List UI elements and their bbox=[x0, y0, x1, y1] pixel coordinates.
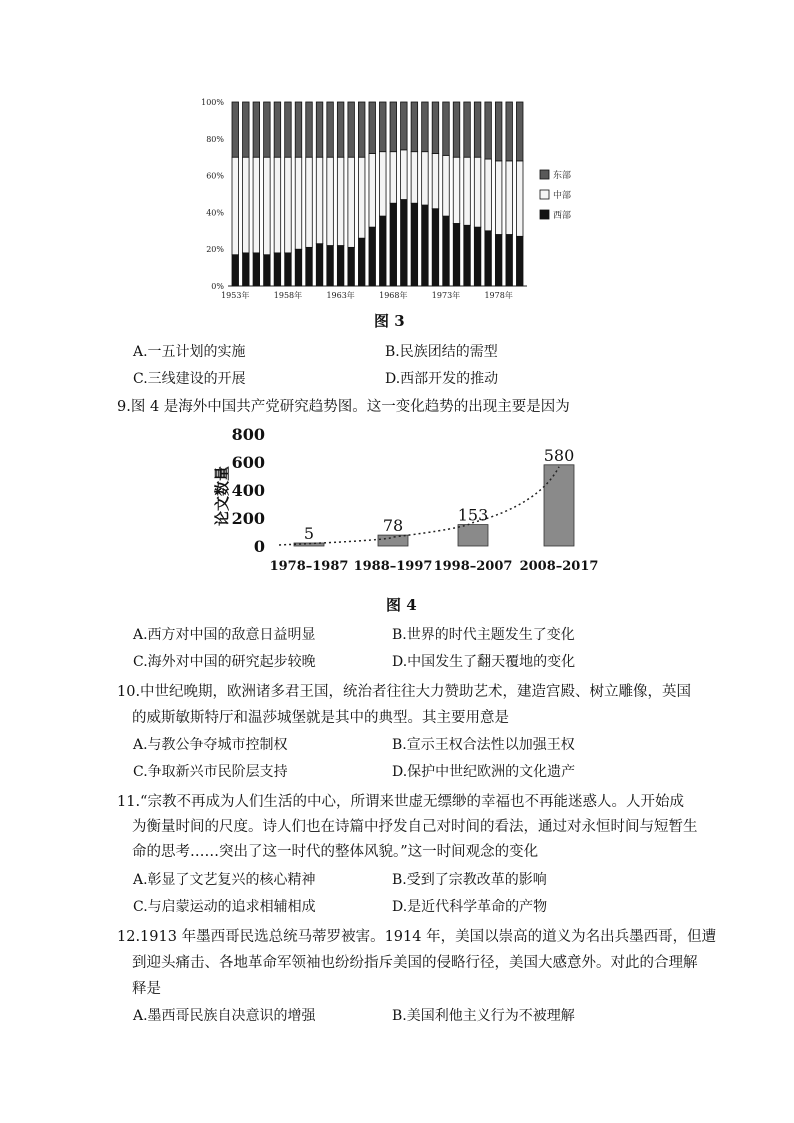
figure-4-x-tick-label: 1998–2007 bbox=[433, 559, 513, 574]
figure-3-bar-segment bbox=[401, 200, 408, 286]
figure-3-x-tick-label: 1953年 bbox=[221, 291, 250, 300]
figure-3-bar-segment bbox=[316, 102, 323, 157]
figure-3-bar-segment bbox=[485, 102, 492, 159]
figure-4-bar bbox=[544, 465, 574, 546]
figure-3-bar-segment bbox=[253, 253, 260, 286]
figure-3-bar-segment bbox=[464, 225, 471, 286]
figure-3-bar-segment bbox=[285, 157, 292, 253]
q11-stem-line1: 11.“宗教不再成为人们生活的中心，所谓来世虚无缥缈的幸福也不再能迷惑人。人开始成 bbox=[117, 794, 684, 810]
figure-3-y-tick-label: 20% bbox=[206, 245, 224, 255]
figure-3-y-tick-label: 80% bbox=[206, 134, 224, 144]
figure-3-bar-segment bbox=[485, 231, 492, 286]
figure-3-bar-segment bbox=[390, 152, 397, 204]
figure-3-y-tick-label: 60% bbox=[206, 171, 224, 181]
figure-3-legend-label: 中部 bbox=[553, 191, 572, 201]
figure-3-bar-segment bbox=[380, 152, 387, 216]
figure-4-y-tick-label: 600 bbox=[231, 453, 265, 472]
figure-3-bar-segment bbox=[306, 247, 313, 286]
q11-option-c[interactable]: C.与启蒙运动的追求相辅相成 bbox=[133, 899, 316, 915]
figure-3-bar-segment bbox=[411, 203, 418, 286]
figure-4-y-tick-label: 200 bbox=[231, 509, 265, 528]
figure-4-data-label: 5 bbox=[303, 524, 315, 543]
figure-3-bar-segment bbox=[401, 102, 408, 150]
q10-option-d[interactable]: D.保护中世纪欧洲的文化遗产 bbox=[392, 764, 576, 780]
q9-stem: 9.图 4 是海外中国共产党研究趋势图。这一变化趋势的出现主要是因为 bbox=[117, 399, 570, 415]
q9-option-b[interactable]: B.世界的时代主题发生了变化 bbox=[392, 627, 575, 643]
q12-option-a[interactable]: A.墨西哥民族自决意识的增强 bbox=[133, 1008, 316, 1024]
figure-3-bar-segment bbox=[295, 157, 302, 249]
figure-3-bar-segment bbox=[516, 236, 523, 286]
figure-3-bar-segment bbox=[337, 157, 344, 245]
figure-3-bar-segment bbox=[443, 102, 450, 155]
figure-3-bar-segment bbox=[390, 203, 397, 286]
figure-3-bar-segment bbox=[443, 216, 450, 286]
figure-4-bar bbox=[378, 535, 408, 546]
q9-option-a[interactable]: A.西方对中国的敌意日益明显 bbox=[133, 627, 316, 643]
figure-3-legend-swatch bbox=[540, 210, 549, 219]
figure-3-caption: 图 3 bbox=[374, 312, 405, 330]
figure-4-trend-line bbox=[279, 467, 559, 545]
figure-3-bar-segment bbox=[390, 102, 397, 152]
figure-3-bar-segment bbox=[306, 157, 313, 247]
figure-3-bar-segment bbox=[432, 102, 439, 154]
figure-3-bar-segment bbox=[506, 161, 513, 235]
q10-stem-line1: 10.中世纪晚期，欧洲诸多君王国，统治者往往大力赞助艺术，建造宫殿、树立雕像，英国 bbox=[117, 684, 692, 700]
figure-3-bar-segment bbox=[274, 102, 281, 157]
figure-3-bar-segment bbox=[243, 157, 250, 253]
figure-3-bar-segment bbox=[316, 157, 323, 243]
figure-3-bar-segment bbox=[295, 102, 302, 157]
figure-4-y-tick-label: 800 bbox=[231, 425, 265, 444]
figure-4-bar bbox=[458, 525, 488, 546]
figure-3-bar-segment bbox=[295, 249, 302, 286]
q9-option-c[interactable]: C.海外对中国的研究起步较晚 bbox=[133, 654, 316, 670]
figure-3-x-tick-label: 1968年 bbox=[379, 291, 408, 300]
figure-3-y-tick-label: 40% bbox=[206, 208, 224, 218]
figure-3-x-tick-label: 1958年 bbox=[273, 291, 303, 300]
q8-option-a[interactable]: A.一五计划的实施 bbox=[133, 344, 246, 360]
figure-3-bar-segment bbox=[516, 102, 523, 161]
figure-3-bar-segment bbox=[369, 154, 376, 228]
figure-3-bar-segment bbox=[316, 244, 323, 286]
figure-4-data-label: 580 bbox=[543, 445, 575, 465]
figure-3-bar-segment bbox=[337, 102, 344, 157]
figure-4-x-tick-label: 2008–2017 bbox=[519, 559, 599, 574]
figure-3-x-tick-label: 1973年 bbox=[431, 291, 461, 300]
figure-3-bar-segment bbox=[348, 247, 355, 286]
figure-3-bar-segment bbox=[327, 157, 334, 245]
q11-stem-line3: 命的思考……突出了这一时代的整体风貌。”这一时间观念的变化 bbox=[132, 844, 539, 860]
figure-3-bar-segment bbox=[243, 253, 250, 286]
figure-3-x-tick-label: 1963年 bbox=[326, 291, 355, 300]
figure-3-bar-segment bbox=[422, 152, 429, 205]
q11-stem-line2: 为衡量时间的尺度。诗人们也在诗篇中抒发自己对时间的看法，通过对永恒时间与短暂生 bbox=[132, 819, 698, 835]
figure-3-bar-segment bbox=[369, 227, 376, 286]
figure-4-caption: 图 4 bbox=[386, 596, 417, 614]
q12-option-b[interactable]: B.美国利他主义行为不被理解 bbox=[392, 1008, 575, 1024]
figure-3-bar-segment bbox=[253, 157, 260, 253]
figure-3-legend-label: 东部 bbox=[553, 171, 572, 181]
figure-3-bar-segment bbox=[264, 255, 271, 286]
figure-3-legend-label: 西部 bbox=[553, 211, 572, 221]
q10-option-c[interactable]: C.争取新兴市民阶层支持 bbox=[133, 764, 288, 780]
figure-4-data-label: 78 bbox=[382, 516, 404, 536]
figure-3-bar-segment bbox=[506, 102, 513, 161]
figure-3-bar-segment bbox=[411, 152, 418, 204]
figure-3-bar-segment bbox=[380, 216, 387, 286]
q11-option-d[interactable]: D.是近代科学革命的产物 bbox=[392, 899, 548, 915]
figure-3-y-tick-label: 0% bbox=[211, 282, 224, 291]
figure-3-bar-segment bbox=[422, 205, 429, 286]
figure-3-bar-segment bbox=[432, 209, 439, 286]
figure-3-bar-segment bbox=[432, 154, 439, 209]
figure-3-bar-segment bbox=[495, 102, 502, 161]
figure-3-bar-segment bbox=[243, 102, 250, 157]
figure-3-bar-segment bbox=[327, 102, 334, 157]
figure-3-bar-segment bbox=[327, 246, 334, 286]
figure-3-bar-segment bbox=[453, 157, 460, 223]
figure-3-bar-segment bbox=[380, 102, 387, 152]
figure-3-bar-segment bbox=[274, 253, 281, 286]
figure-3-bar-segment bbox=[495, 234, 502, 286]
figure-3-bar-segment bbox=[464, 102, 471, 157]
figure-4-x-tick-label: 1988–1997 bbox=[353, 559, 433, 574]
q11-option-b[interactable]: B.受到了宗教改革的影响 bbox=[392, 872, 547, 888]
figure-3-bar-segment bbox=[474, 227, 481, 286]
figure-3-bar-segment bbox=[474, 102, 481, 157]
figure-3-bar-segment bbox=[348, 102, 355, 157]
figure-3-bar-segment bbox=[232, 157, 239, 255]
figure-3-y-tick-label: 100% bbox=[201, 98, 224, 107]
figure-4-data-label: 153 bbox=[457, 505, 489, 525]
figure-3-bar-segment bbox=[464, 157, 471, 225]
figure-4-chart bbox=[205, 418, 625, 578]
figure-3-bar-segment bbox=[274, 157, 281, 253]
q10-option-a[interactable]: A.与教公争夺城市控制权 bbox=[133, 737, 288, 753]
figure-3-legend-swatch bbox=[540, 170, 549, 179]
figure-3-bar-segment bbox=[453, 223, 460, 286]
figure-3-chart bbox=[190, 90, 610, 315]
figure-3-bar-segment bbox=[401, 150, 408, 200]
figure-3-bar-segment bbox=[453, 102, 460, 157]
q10-stem-line2: 的威斯敏斯特厅和温莎城堡就是其中的典型。其主要用意是 bbox=[132, 710, 509, 726]
q8-option-d[interactable]: D.西部开发的推动 bbox=[385, 371, 499, 387]
figure-4-y-tick-label: 400 bbox=[231, 481, 265, 500]
figure-4-y-axis-label: 论文数量 bbox=[213, 465, 231, 526]
q11-option-a[interactable]: A.彰显了文艺复兴的核心精神 bbox=[133, 872, 316, 888]
q12-stem-line1: 12.1913 年墨西哥民选总统马蒂罗被害。1914 年，美国以崇高的道义为名出兵墨西哥，但遭 bbox=[117, 929, 717, 945]
figure-4-x-tick-label: 1978–1987 bbox=[269, 559, 349, 574]
figure-3-bar-segment bbox=[369, 102, 376, 154]
q10-option-b[interactable]: B.宣示王权合法性以加强王权 bbox=[392, 737, 575, 753]
figure-3-bar-segment bbox=[285, 253, 292, 286]
figure-3-bar-segment bbox=[411, 102, 418, 152]
figure-3-bar-segment bbox=[485, 159, 492, 231]
figure-3-bar-segment bbox=[506, 234, 513, 286]
figure-3-x-tick-label: 1978年 bbox=[484, 291, 513, 300]
figure-3-bar-segment bbox=[285, 102, 292, 157]
figure-3-bar-segment bbox=[443, 155, 450, 216]
q9-option-d[interactable]: D.中国发生了翻天覆地的变化 bbox=[392, 654, 576, 670]
figure-3-bar-segment bbox=[495, 161, 502, 235]
figure-3-bar-segment bbox=[358, 157, 365, 238]
q8-option-c[interactable]: C.三线建设的开展 bbox=[133, 371, 246, 387]
figure-3-bar-segment bbox=[306, 102, 313, 157]
figure-3-bar-segment bbox=[358, 238, 365, 286]
q12-stem-line3: 释是 bbox=[132, 981, 161, 997]
figure-3-legend-swatch bbox=[540, 190, 549, 199]
figure-3-bar-segment bbox=[348, 157, 355, 247]
q12-stem-line2: 到迎头痛击、各地革命军领袖也纷纷指斥美国的侵略行径，美国大感意外。对此的合理解 bbox=[132, 955, 698, 971]
figure-3-bar-segment bbox=[264, 102, 271, 157]
figure-3-bar-segment bbox=[516, 161, 523, 236]
figure-3-bar-segment bbox=[232, 102, 239, 157]
figure-3-bar-segment bbox=[358, 102, 365, 157]
figure-3-bar-segment bbox=[253, 102, 260, 157]
figure-3-bar-segment bbox=[337, 246, 344, 286]
q8-option-b[interactable]: B.民族团结的需型 bbox=[385, 344, 498, 360]
figure-4-y-tick-label: 0 bbox=[253, 537, 265, 556]
figure-3-bar-segment bbox=[422, 102, 429, 152]
figure-3-bar-segment bbox=[264, 157, 271, 255]
figure-3-bar-segment bbox=[474, 157, 481, 227]
figure-3-bar-segment bbox=[232, 255, 239, 286]
